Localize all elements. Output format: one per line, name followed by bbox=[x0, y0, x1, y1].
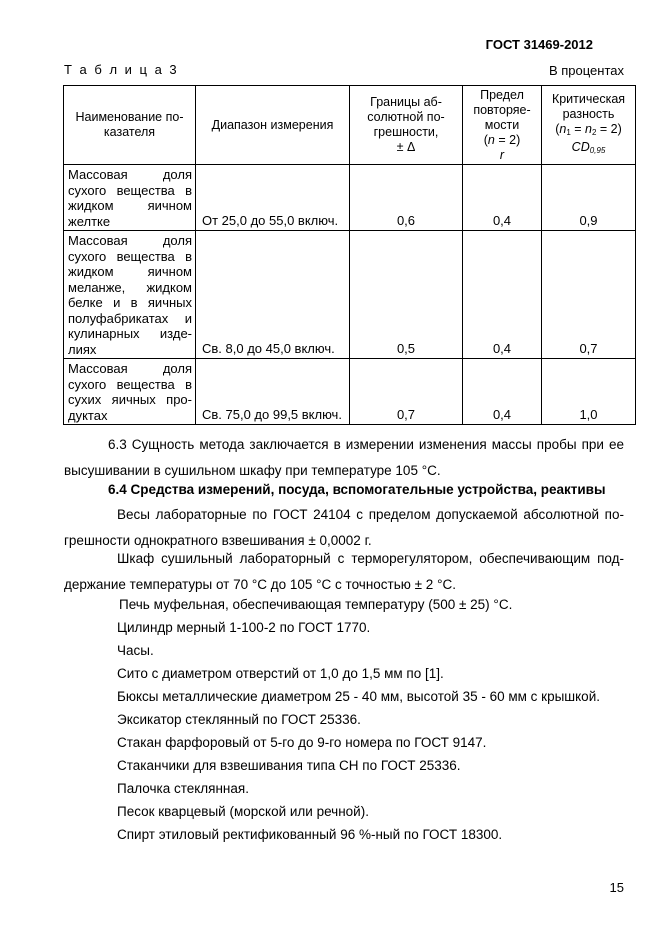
equipment-sieve: Сито с диаметром отверстий от 1,0 до 1,5 мм по [1]. bbox=[117, 666, 444, 681]
header-name bbox=[64, 86, 196, 165]
header-crit-line2: разность bbox=[562, 107, 615, 121]
row-range: Св. 75,0 до 99,5 включ. bbox=[196, 359, 350, 425]
table-row bbox=[64, 231, 636, 359]
header-range-label: Диапазон измерения bbox=[211, 117, 334, 132]
row-name: Массовая доля сухого вещества в жидком яичном меланже, жидком белке и в яичных полуфабрикатах и кулинарных изде-лиях bbox=[64, 231, 196, 359]
header-repeat-n: (n = 2) bbox=[483, 132, 521, 147]
equipment-oven: Шкаф сушильный лабораторный с терморегулятором, обеспечивающим под-держание температуры от 70 °С до 105 °С с точностью ± 2 °С. bbox=[64, 551, 624, 592]
equipment-furnace: Печь муфельная, обеспечивающая температуру (500 ± 25) °С. bbox=[119, 597, 513, 612]
document-code: ГОСТ 31469-2012 bbox=[485, 37, 593, 52]
equipment-clock: Часы. bbox=[117, 643, 154, 658]
section-6-4-heading: 6.4 Средства измерений, посуда, вспомогательные устройства, реактивы bbox=[108, 482, 606, 497]
row-repeatability: 0,4 bbox=[463, 165, 542, 231]
row-abs-error: 0,6 bbox=[350, 165, 463, 231]
header-range bbox=[196, 86, 350, 165]
header-abs-error-line4: ± Δ bbox=[396, 140, 416, 154]
table-unit: В процентах bbox=[548, 63, 624, 78]
section-6-3: 6.3 Сущность метода заключается в измерении изменения массы пробы при ее высушивании в сушильном шкафу при температуре 105 °С. bbox=[64, 437, 624, 478]
row-critical: 0,9 bbox=[542, 165, 636, 231]
data-table bbox=[63, 85, 636, 425]
row-critical: 1,0 bbox=[542, 359, 636, 425]
header-repeat-line2: повторяе- bbox=[473, 102, 531, 117]
header-abs-error-line1: Границы аб- bbox=[370, 95, 442, 109]
page-number: 15 bbox=[609, 880, 624, 895]
header-crit-line1: Критическая bbox=[551, 92, 626, 106]
equipment-desiccator: Эксикатор стеклянный по ГОСТ 25336. bbox=[117, 712, 361, 727]
equipment-scales: Весы лабораторные по ГОСТ 24104 с пределом допускаемой абсолютной по-грешности однократного взвешивания ± 0,0002 г. bbox=[64, 507, 624, 548]
row-range: Св. 8,0 до 45,0 включ. bbox=[196, 231, 350, 359]
header-repeatability bbox=[463, 86, 542, 165]
header-critical bbox=[542, 86, 636, 165]
table-row bbox=[64, 359, 636, 425]
header-crit-n: $(n_1 = n_2 = 2)$ bbox=[555, 122, 622, 137]
table-header-row bbox=[64, 86, 636, 165]
row-name: Массовая доля сухого вещества в сухих яичных про-дуктах bbox=[64, 359, 196, 425]
row-range: От 25,0 до 55,0 включ. bbox=[196, 165, 350, 231]
equipment-sand: Песок кварцевый (морской или речной). bbox=[117, 804, 369, 819]
table-row bbox=[64, 165, 636, 231]
equipment-glass-rod: Палочка стеклянная. bbox=[117, 781, 249, 796]
equipment-alcohol: Спирт этиловый ректификованный 96 %-ный по ГОСТ 18300. bbox=[117, 827, 503, 842]
row-critical: 0,7 bbox=[542, 231, 636, 359]
header-repeat-line3: мости bbox=[484, 117, 520, 132]
row-abs-error: 0,5 bbox=[350, 231, 463, 359]
row-abs-error: 0,7 bbox=[350, 359, 463, 425]
header-abs-error-line2: солютной по- bbox=[367, 110, 445, 124]
table-caption: Т а б л и ц а 3 bbox=[64, 62, 179, 77]
row-repeatability: 0,4 bbox=[463, 231, 542, 359]
header-crit-symbol: $CD_{0,95}$ bbox=[571, 140, 606, 155]
header-abs-error bbox=[350, 86, 463, 165]
equipment-porcelain-cup: Стакан фарфоровый от 5-го до 9-го номера по ГОСТ 9147. bbox=[117, 735, 487, 750]
equipment-cylinder: Цилиндр мерный 1-100-2 по ГОСТ 1770. bbox=[117, 620, 371, 635]
header-name-label: Наименование по-казателя bbox=[75, 110, 184, 139]
equipment-weighing-bottles: Бюксы металлические диаметром 25 - 40 мм, высотой 35 - 60 мм с крышкой. bbox=[117, 689, 600, 704]
equipment-weighing-cups: Стаканчики для взвешивания типа СН по ГОСТ 25336. bbox=[117, 758, 461, 773]
row-name: Массовая доля сухого вещества в жидком яичном желтке bbox=[64, 165, 196, 231]
row-repeatability: 0,4 bbox=[463, 359, 542, 425]
header-repeat-symbol: r bbox=[499, 147, 505, 162]
header-repeat-line1: Предел bbox=[480, 87, 524, 102]
header-abs-error-line3: грешности, bbox=[373, 125, 439, 139]
